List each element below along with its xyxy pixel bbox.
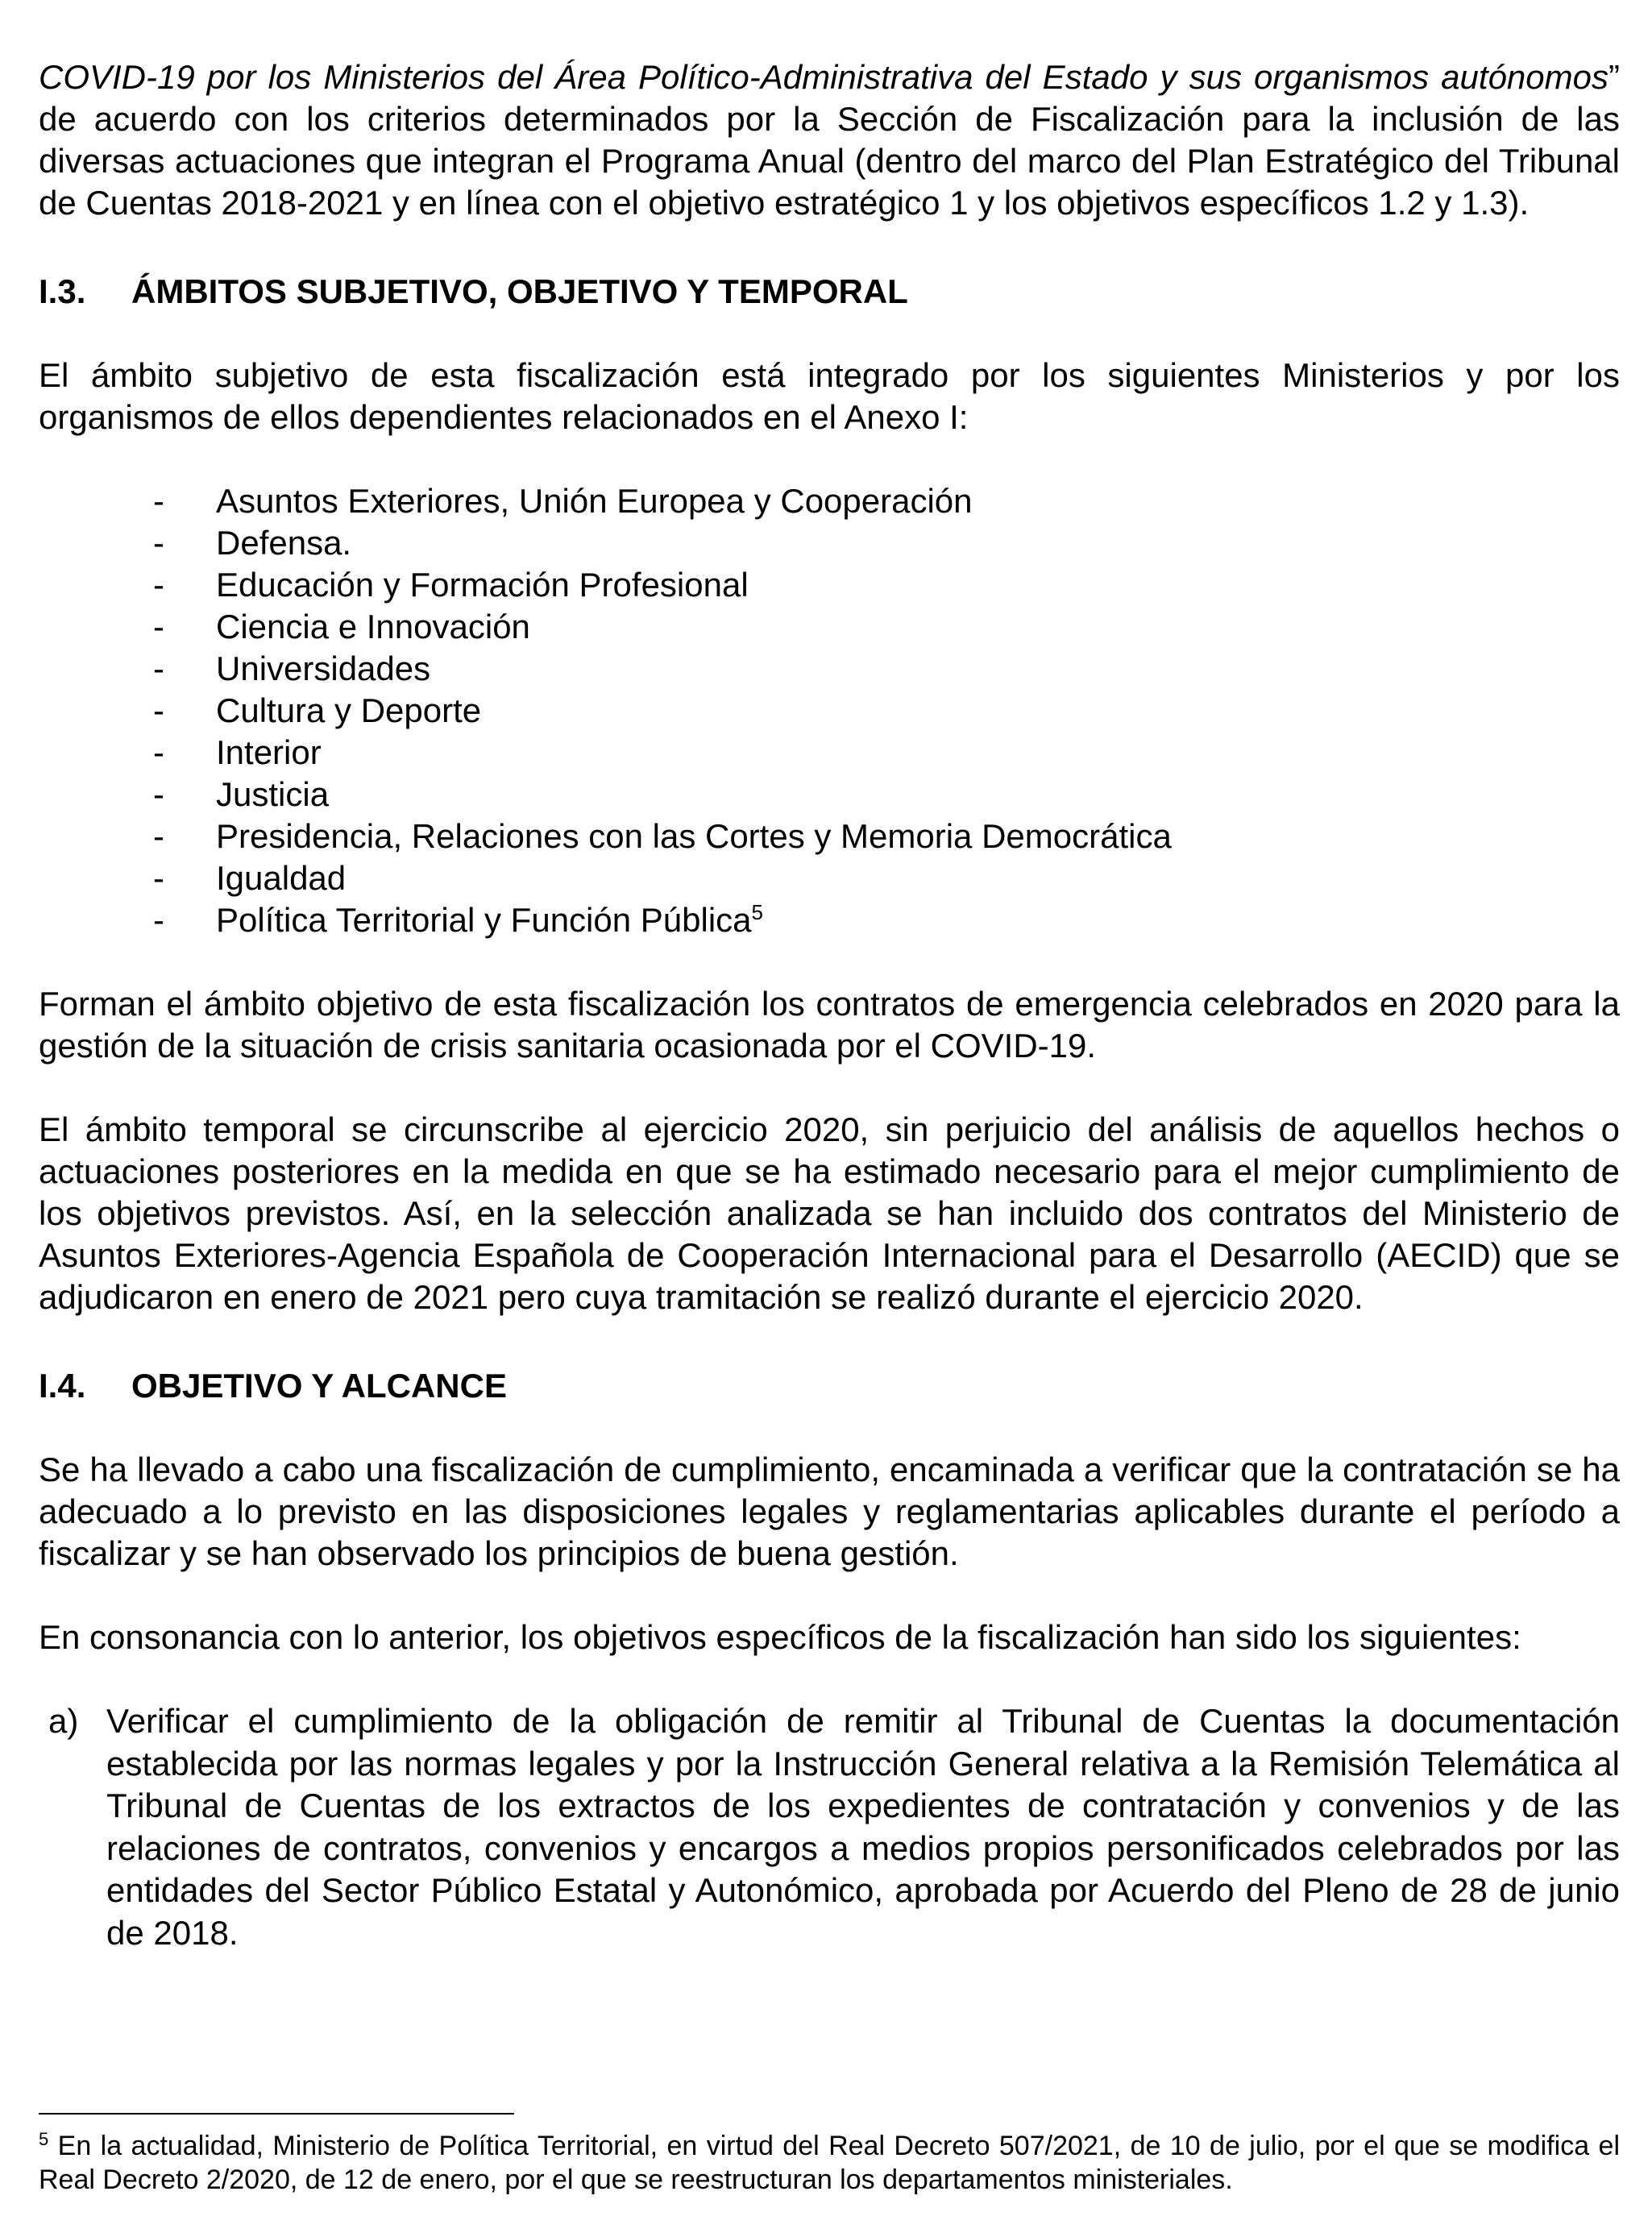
subjective-scope-paragraph: El ámbito subjetivo de esta fiscalización está integrado por los siguientes Ministerios y por los organismos de ellos dependientes relacionados en el Anexo I:	[39, 356, 1620, 436]
footnote-text: En la actualidad, Ministerio de Política Territorial, en virtud del Real Decreto 507/2021, de 10 de julio, por el que se modifica el Real Decreto 2/2020, de 12 de enero, por el que se reestructuran los departamentos ministeriales.	[39, 2131, 1620, 2195]
dash-marker: -	[153, 608, 164, 645]
section-heading-i3	[39, 271, 1620, 313]
list-item: - Universidades	[39, 648, 1620, 690]
list-item: - Presidencia, Relaciones con las Cortes y Memoria Democrática	[39, 816, 1620, 857]
list-item	[39, 1700, 1620, 1954]
list-item: - Política Territorial y Función Pública$^5$	[39, 899, 1620, 941]
dash-marker: -	[153, 901, 164, 939]
dash-marker: -	[153, 691, 164, 729]
list-item: - Justicia	[39, 774, 1620, 816]
dash-marker: -	[153, 482, 164, 520]
section-heading-i4	[39, 1365, 1620, 1407]
temporal-scope-paragraph: El ámbito temporal se circunscribe al ejercicio 2020, sin perjuicio del análisis de aquellos hechos o actuaciones posteriores en la medida en que se ha estimado necesario para el mejor cumplimiento de los objetivos previstos. Así, en la selección analizada se han incluido dos contratos del Ministerio de Asuntos Exteriores-Agencia Española de Cooperación Internacional para el Desarrollo (AECID) que se adjudicaron en enero de 2021 pero cuya tramitación se realizó durante el ejercicio 2020.	[39, 1110, 1620, 1316]
objective-text: Verificar el cumplimiento de la obligación de remitir al Tribunal de Cuentas la documentación establecida por las normas legales y por la Instrucción General relativa a la Remisión Telemática al Tribunal de Cuentas de los extractos de los expedientes de contratación y convenios y de las relaciones de contratos, convenios y encargos a medios propios personificados celebrados por las entidades del Sector Público Estatal y Autonómico, aprobada por Acuerdo del Pleno de 28 de junio de 2018.	[106, 1702, 1620, 1952]
intro-paragraph	[39, 56, 1620, 224]
dash-marker: -	[153, 566, 164, 604]
footnote	[39, 2129, 1620, 2197]
specific-objectives-intro: En consonancia con lo anterior, los objetivos específicos de la fiscalización han sido los siguientes:	[39, 1618, 1521, 1656]
objectives-list	[39, 1700, 1620, 1954]
ministries-list	[39, 480, 1620, 941]
list-item: - Igualdad	[39, 857, 1620, 899]
intro-italic-title: COVID-19 por los Ministerios del Área Político-Administrativa del Estado y sus organismos autónomos	[39, 58, 1608, 96]
dash-marker: -	[153, 859, 164, 897]
dash-marker: -	[153, 775, 164, 813]
section-number: I.3.	[39, 272, 86, 310]
list-item: - Interior	[39, 732, 1620, 774]
document-page	[39, 56, 1620, 1954]
dash-marker: -	[153, 733, 164, 771]
list-item: - Ciencia e Innovación	[39, 606, 1620, 648]
list-item: - Educación y Formación Profesional	[39, 564, 1620, 606]
section-title: OBJETIVO Y ALCANCE	[131, 1367, 507, 1405]
section-title: ÁMBITOS SUBJETIVO, OBJETIVO Y TEMPORAL	[131, 272, 908, 310]
footnote-number: 5	[39, 2128, 49, 2149]
dash-marker: -	[153, 524, 164, 562]
list-item: - Cultura y Deporte	[39, 690, 1620, 732]
intro-text: ” de acuerdo con los criterios determinados por la Sección de Fiscalización para la inclusión de las diversas actuaciones que integran el Programa Anual (dentro del marco del Plan Estratégico del Tribunal de Cuentas 2018-2021 y en línea con el objetivo estratégico 1 y los objetivos específicos 1.2 y 1.3).	[39, 58, 1620, 222]
list-marker: a)	[48, 1702, 79, 1740]
audit-type-paragraph: Se ha llevado a cabo una fiscalización de cumplimiento, encaminada a verificar que la contratación se ha adecuado a lo previsto en las disposiciones legales y reglamentarias aplicables durante el período a fiscalizar y se han observado los principios de buena gestión.	[39, 1451, 1620, 1572]
dash-marker: -	[153, 650, 164, 687]
list-item: - Asuntos Exteriores, Unión Europea y Cooperación	[39, 480, 1620, 522]
dash-marker: -	[153, 817, 164, 855]
list-item: - Defensa.	[39, 522, 1620, 564]
footnote-reference[interactable]: 5	[751, 900, 763, 924]
section-number: I.4.	[39, 1367, 86, 1405]
footnote-separator	[39, 2113, 514, 2115]
objective-scope-paragraph: Forman el ámbito objetivo de esta fiscalización los contratos de emergencia celebrados en 2020 para la gestión de la situación de crisis sanitaria ocasionada por el COVID-19.	[39, 985, 1620, 1065]
